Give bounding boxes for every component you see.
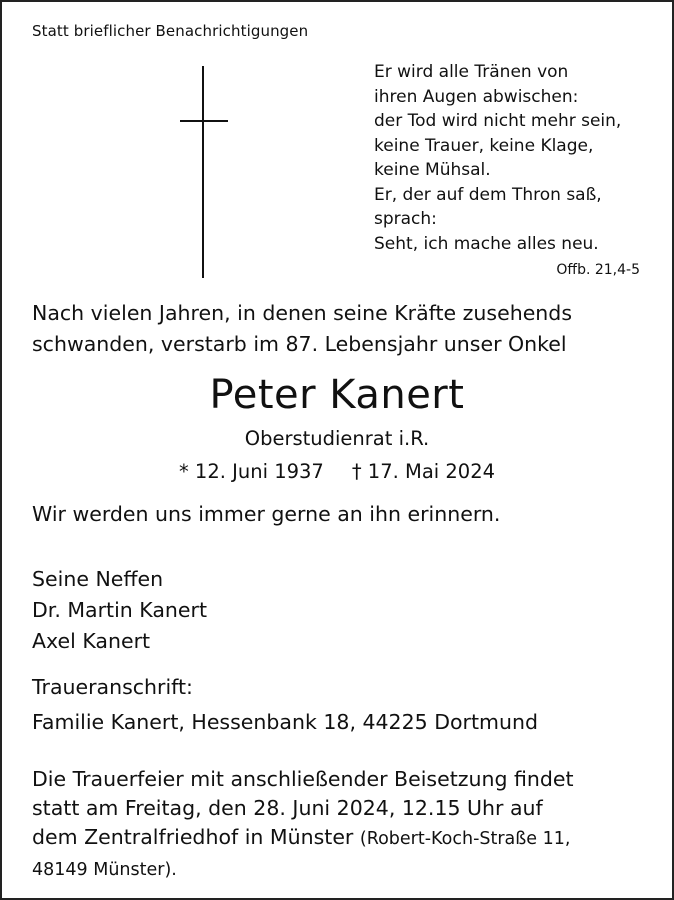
intro-text <box>32 298 572 360</box>
funeral-line: statt am Freitag, den 28. Juni 2024, 12.15 Uhr auf <box>32 796 543 820</box>
funeral-street: (Robert-Koch-Straße 11, <box>359 829 571 849</box>
cross-horizontal-bar <box>180 120 228 122</box>
verse-line: ihren Augen abwischen: <box>374 86 579 107</box>
cross-vertical-bar <box>202 66 204 278</box>
funeral-city: 48149 Münster). <box>32 860 177 880</box>
header-note: Statt brieflicher Benachrichtigungen <box>32 22 309 40</box>
funeral-line <box>32 854 574 885</box>
mourner-line: Seine Neffen <box>32 567 164 591</box>
funeral-location: dem Zentralfriedhof in Münster <box>32 825 354 849</box>
birth-date: * 12. Juni 1937 <box>178 460 324 483</box>
funeral-info <box>32 765 574 885</box>
verse-line: keine Mühsal. <box>374 160 491 180</box>
mourning-address: Familie Kanert, Hessenbank 18, 44225 Dortmund <box>32 710 538 734</box>
deceased-name: Peter Kanert <box>209 372 465 418</box>
verse-line: Er wird alle Tränen von <box>374 62 569 82</box>
mourner-line: Dr. Martin Kanert <box>32 598 208 622</box>
verse-line: der Tod wird nicht mehr sein, <box>374 111 622 131</box>
life-dates <box>2 460 672 483</box>
verse-line: keine Trauer, keine Klage, <box>374 135 594 156</box>
funeral-line <box>32 823 574 854</box>
intro-line: schwanden, verstarb im 87. Lebensjahr unser Onkel <box>32 332 567 356</box>
remembrance-text: Wir werden uns immer gerne an ihn erinnern. <box>32 502 501 526</box>
address-label: Traueranschrift: <box>32 675 193 699</box>
mourner-line: Axel Kanert <box>32 629 151 653</box>
verse-line: sprach: <box>374 209 437 229</box>
deceased-title: Oberstudienrat i.R. <box>244 427 430 450</box>
bible-verse <box>374 60 621 256</box>
verse-line: Seht, ich mache alles neu. <box>374 233 599 254</box>
cross-icon <box>180 66 228 278</box>
verse-line: Er, der auf dem Thron saß, <box>374 184 602 205</box>
verse-reference: Offb. 21,4-5 <box>556 262 640 278</box>
death-date: † 17. Mai 2024 <box>351 460 496 483</box>
mourners-list <box>32 564 207 657</box>
intro-line: Nach vielen Jahren, in denen seine Kräfte zusehends <box>32 301 572 325</box>
funeral-line: Die Trauerfeier mit anschließender Beisetzung findet <box>32 767 574 791</box>
